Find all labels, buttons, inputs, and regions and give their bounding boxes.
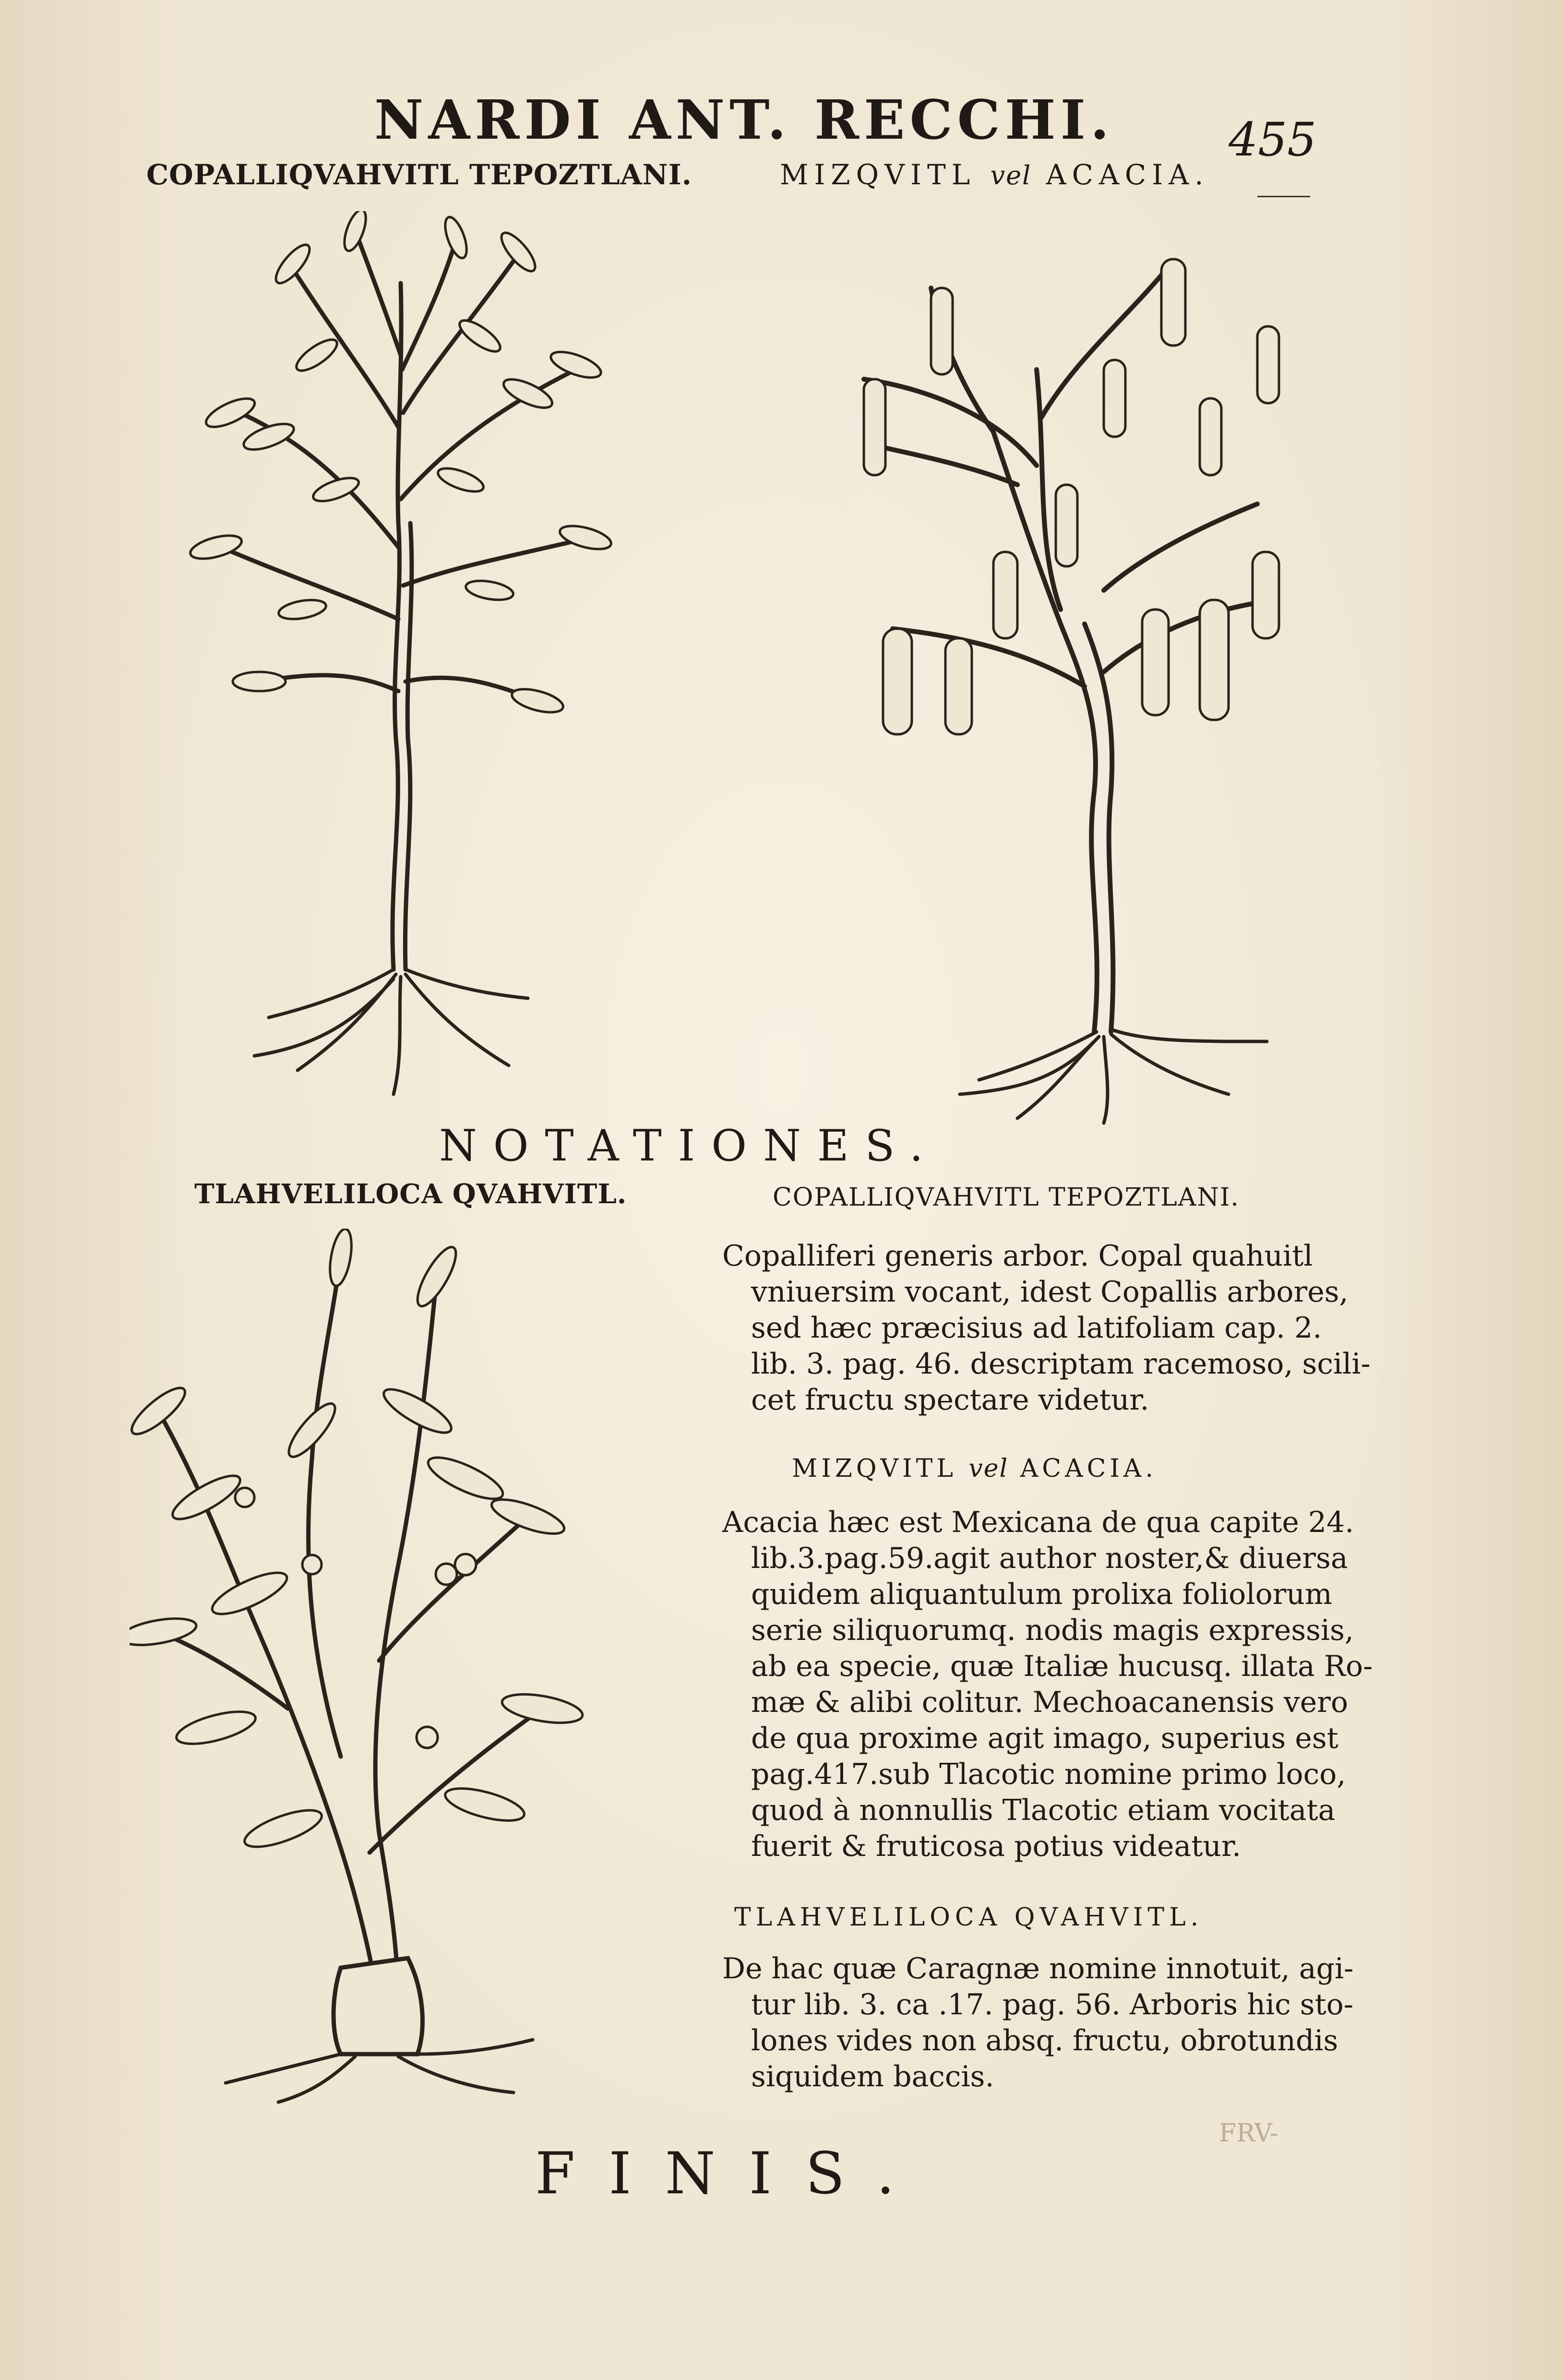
text-line: siquidem baccis.: [751, 2060, 994, 2093]
section-title-mizqvitl: [792, 1454, 1157, 1483]
text-line: cet fructu spectare videtur.: [751, 1383, 1149, 1417]
notationes-heading: NOTATIONES.: [439, 1121, 940, 1171]
text-line: lib. 3. pag. 46. descriptam racemoso, scili-: [751, 1347, 1371, 1381]
text-line: Acacia hæc est Mexicana de qua capite 24.: [722, 1506, 1354, 1539]
section-body-copalliqvahvitl: [722, 1238, 1371, 1418]
figure-caption-tlahvelilocra: TLAHVELILOCA QVAHVITL.: [194, 1178, 627, 1210]
section-title-vel: vel: [968, 1454, 1009, 1483]
text-line: serie siliquorumq. nodis magis expressis,: [751, 1614, 1354, 1647]
caption-vel: vel: [990, 160, 1032, 191]
section-body-mizqvitl: [722, 1505, 1373, 1865]
section-title-tlahveliloca: TLAHVELILOCA QVAHVITL.: [734, 1903, 1204, 1932]
text-line: Copalliferi generis arbor. Copal quahuitl: [722, 1239, 1313, 1273]
text-line: quidem aliquantulum prolixa foliolorum: [751, 1578, 1332, 1611]
woodcut-tlahveliloca-shrub: [130, 1229, 605, 2107]
section-title-word: MIZQVITL: [792, 1454, 957, 1483]
section-title-copalliqvahvitl: COPALLIQVAHVITL TEPOZTLANI.: [773, 1183, 1240, 1212]
text-line: tur lib. 3. ca .17. pag. 56. Arboris hic sto-: [751, 1988, 1354, 2021]
text-line: mæ & alibi colitur. Mechoacanensis vero: [751, 1686, 1349, 1719]
section-body-tlahveliloca: [722, 1951, 1354, 2095]
text-line: sed hæc præcisius ad latifoliam cap. 2.: [751, 1311, 1322, 1345]
figure-caption-copalliqvahvitl: COPALLIQVAHVITL TEPOZTLANI.: [146, 158, 692, 191]
text-line: pag.417.sub Tlacotic nomine primo loco,: [751, 1758, 1346, 1791]
caption-word: ACACIA.: [1046, 158, 1209, 191]
text-line: ab ea specie, quæ Italiæ hucusq. illata Ro-: [751, 1650, 1373, 1683]
caption-word: MIZQVITL: [780, 158, 976, 191]
text-line: vniuersim vocant, idest Copallis arbores,: [751, 1275, 1349, 1309]
text-line: fuerit & fruticosa potius videatur.: [751, 1830, 1242, 1863]
woodcut-copal-tree: [144, 211, 648, 1104]
text-line: De hac quæ Caragnæ nomine innotuit, agi-: [722, 1952, 1354, 1985]
text-line: quod à nonnullis Tlacotic etiam vocitata: [751, 1794, 1336, 1827]
header-rule: [1257, 196, 1310, 197]
running-head-title: NARDI ANT. RECCHI.: [374, 89, 1114, 152]
figure-caption-mizqvitl: [780, 158, 1209, 191]
woodcut-acacia-tree: [835, 216, 1320, 1128]
text-line: lones vides non absq. fructu, obrotundis: [751, 2024, 1338, 2057]
page-number: 455: [1229, 113, 1317, 167]
catchword: FRV-: [1219, 2119, 1278, 2148]
section-title-word: ACACIA.: [1020, 1454, 1158, 1483]
text-line: de qua proxime agit imago, superius est: [751, 1722, 1338, 1755]
finis-colophon: FINIS.: [535, 2141, 929, 2207]
text-line: lib.3.pag.59.agit author noster,& diuersa: [751, 1542, 1348, 1575]
